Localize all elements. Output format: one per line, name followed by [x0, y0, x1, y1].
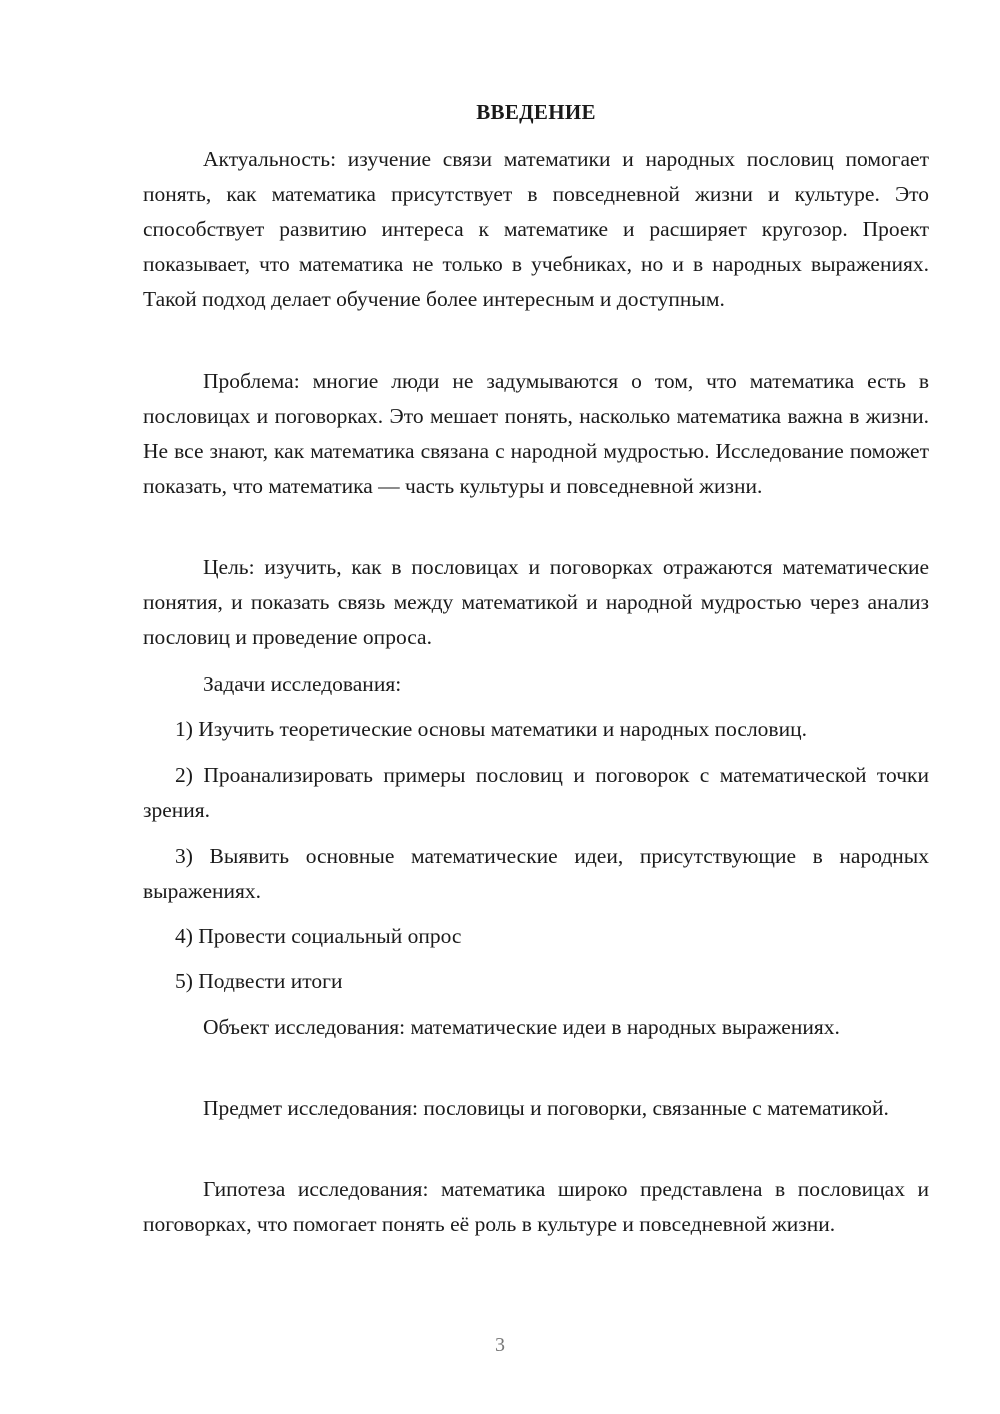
paragraph-subject: Предмет исследования: пословицы и поговорки, связанные с математикой.: [203, 1096, 889, 1120]
task-item-4: 4) Провести социальный опрос: [175, 924, 462, 948]
paragraph-object: Объект исследования: математические идеи в народных выражениях.: [203, 1015, 840, 1039]
paragraph-hypothesis: Гипотеза исследования: математика широко представлена в пословицах и поговорках, что помогает понять её роль в культуре и повседневной жизни.: [143, 1177, 929, 1236]
task-item-1: 1) Изучить теоретические основы математики и народных пословиц.: [175, 717, 807, 741]
task-item-5: 5) Подвести итоги: [175, 969, 343, 993]
page-number: 3: [495, 1334, 505, 1356]
paragraph-tasks-heading: Задачи исследования:: [203, 672, 402, 696]
paragraph-goal: Цель: изучить, как в пословицах и поговорках отражаются математические понятия, и показать связь между математикой и народной мудростью через анализ пословиц и проведение опроса.: [143, 555, 929, 649]
paragraph-relevance: Актуальность: изучение связи математики и народных пословиц помогает понять, как математика присутствует в повседневной жизни и культуре. Это способствует развитию интереса к математике и расширяет кругозор. Проект показывает, что математика не только в учебниках, но и в народных выражениях. Такой подход делает обучение более интересным и доступным.: [143, 147, 929, 311]
task-item-2: 2) Проанализировать примеры пословиц и поговорок с математической точки зрения.: [143, 763, 929, 822]
paragraph-problem: Проблема: многие люди не задумываются о том, что математика есть в пословицах и поговорках. Это мешает понять, насколько математика важна в жизни. Не все знают, как математика связана с народной мудростью. Исследование поможет показать, что математика — часть культуры и повседневной жизни.: [143, 369, 929, 498]
section-title: ВВЕДЕНИЕ: [476, 100, 596, 124]
task-item-3: 3) Выявить основные математические идеи, присутствующие в народных выражениях.: [143, 844, 929, 903]
